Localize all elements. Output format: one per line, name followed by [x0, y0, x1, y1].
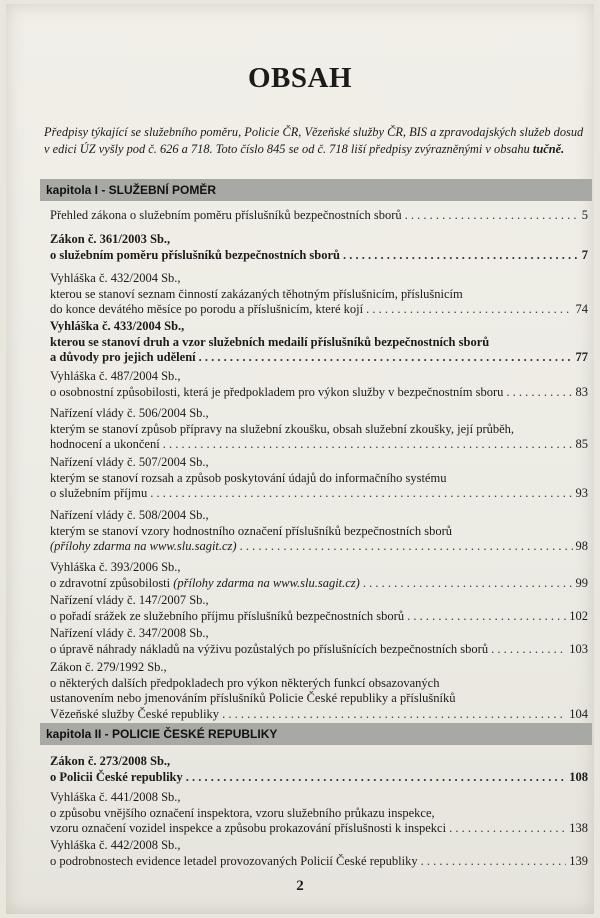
entry-law: Vyhláška č. 441/2008 Sb., — [50, 790, 181, 804]
entry-law: Vyhláška č. 433/2004 Sb., — [50, 319, 185, 333]
entry-law: Vyhláška č. 442/2008 Sb., — [50, 838, 181, 852]
entry-title: o podrobnostech evidence letadel provozovaných Policií České republiky — [50, 853, 418, 868]
entry-line: ustanovením nebo jmenováním příslušníků Policie České republiky a příslušníků — [50, 691, 456, 705]
entry-title: o zdravotní způsobilosti — [50, 575, 171, 590]
entry-line: o způsobu vnějšího označení inspektora, vzoru služebního průkazu inspekce, — [50, 805, 435, 820]
entry-page: 7 — [581, 247, 588, 262]
entry-page: 77 — [575, 350, 588, 364]
entry-page: 139 — [569, 853, 588, 868]
toc-entry[interactable] — [50, 660, 588, 722]
entry-law: Zákon č. 361/2003 Sb., — [50, 232, 171, 246]
entry-law: Zákon č. 279/1992 Sb., — [50, 660, 167, 674]
toc-entry[interactable] — [50, 593, 588, 624]
entry-page: 104 — [569, 706, 588, 721]
entry-line: o některých dalších předpokladech pro výkon některých funkcí obsazovaných — [50, 675, 440, 690]
entry-note: (přílohy zdarma na www.slu.sagit.cz) — [173, 575, 360, 590]
leader-dots — [240, 539, 573, 555]
entry-title: o pořadí srážek ze služebního příjmu příslušníků bezpečnostních sborů — [50, 608, 405, 623]
entry-title: a důvody pro jejich udělení — [50, 350, 196, 364]
entry-page: 98 — [575, 539, 588, 553]
entry-law: Vyhláška č. 393/2006 Sb., — [50, 560, 181, 574]
entry-page: 85 — [575, 437, 588, 451]
toc-entry[interactable] — [50, 626, 588, 657]
leader-dots — [449, 821, 566, 837]
toc-entry[interactable] — [50, 754, 588, 785]
leader-dots — [405, 208, 579, 224]
leader-dots — [491, 642, 566, 658]
entry-page: 102 — [569, 608, 588, 623]
entry-page: 108 — [569, 769, 588, 784]
entry-law: Nařízení vlády č. 347/2008 Sb., — [50, 626, 209, 640]
entry-law: Nařízení vlády č. 147/2007 Sb., — [50, 593, 209, 607]
entry-page: 74 — [575, 302, 588, 316]
toc-entry[interactable] — [50, 271, 588, 318]
entry-title: Vězeňské služby České republiky — [50, 706, 220, 721]
entry-page: 5 — [581, 208, 588, 222]
leader-dots — [222, 707, 566, 723]
entry-title: o Policii České republiky — [50, 769, 183, 784]
leader-dots — [421, 854, 567, 870]
leader-dots — [407, 609, 566, 625]
intro-text: Předpisy týkající se služebního poměru, Policie ČR, Vězeňské služby ČR, BIS a zpravodajských služeb dosud v edici ÚZ vyšly pod č. 626 a 718. Toto číslo 845 se od č. 718 liší předpisy zvýrazněnými v obsahu — [44, 125, 584, 156]
entry-title: o úpravě náhrady nákladů na výživu pozůstalých po příslušnících bezpečnostních sborů — [50, 641, 489, 656]
leader-dots — [363, 576, 573, 592]
toc-entry[interactable] — [50, 369, 588, 400]
entry-title: hodnocení a ukončení — [50, 437, 160, 451]
intro-paragraph — [44, 124, 584, 158]
chapter-heading-1: kapitola I - SLUŽEBNÍ POMĚR — [40, 179, 592, 201]
toc-entry[interactable] — [50, 790, 588, 837]
entry-law: Vyhláška č. 487/2004 Sb., — [50, 369, 181, 383]
page-number: 2 — [296, 878, 304, 894]
leader-dots — [343, 248, 579, 264]
entry-title: (přílohy zdarma na www.slu.sagit.cz) — [50, 539, 237, 553]
toc-entry[interactable] — [50, 508, 588, 555]
entry-line: kterou se stanoví seznam činností zakázaných těhotným příslušnicím, příslušnicím — [50, 286, 463, 301]
toc-entry[interactable] — [50, 232, 588, 263]
entry-title: o služebním poměru příslušníků bezpečnostních sborů — [50, 247, 340, 262]
toc-entry[interactable] — [50, 838, 588, 869]
leader-dots — [199, 350, 573, 366]
intro-bold-word: tučně. — [532, 142, 565, 156]
toc-entry[interactable] — [50, 208, 588, 224]
entry-law: Zákon č. 273/2008 Sb., — [50, 754, 171, 768]
entry-line: kterým se stanoví vzory hodnostního označení příslušníků bezpečnostních sborů — [50, 523, 453, 538]
entry-title: Přehled zákona o služebním poměru příslušníků bezpečnostních sborů — [50, 208, 402, 222]
entry-page: 138 — [569, 821, 588, 835]
entry-law: Nařízení vlády č. 508/2004 Sb., — [50, 508, 209, 522]
entry-page: 103 — [569, 641, 588, 656]
entry-line: kterým se stanoví rozsah a způsob poskytování údajů do informačního systému — [50, 470, 447, 485]
entry-title: o osobnostní způsobilosti, která je předpokladem pro výkon služby v bezpečnostním sboru — [50, 384, 504, 399]
entry-line: kterým se stanoví způsob přípravy na služební zkoušku, obsah služební zkoušky, její průběh, — [50, 421, 515, 436]
toc-entry[interactable] — [50, 455, 588, 502]
entry-page: 93 — [575, 486, 588, 500]
entry-title: vzoru označení vozidel inspekce a způsobu prokazování příslušnosti k inspekci — [50, 821, 447, 835]
entry-line: kterou se stanoví druh a vzor služebních medailí příslušníků bezpečnostních sborů — [50, 334, 490, 349]
toc-entry[interactable] — [50, 560, 588, 591]
toc-entry[interactable] — [50, 406, 588, 453]
entry-page: 99 — [575, 575, 588, 590]
chapter-heading-2: kapitola II - POLICIE ČESKÉ REPUBLIKY — [40, 723, 592, 745]
entry-law: Nařízení vlády č. 507/2004 Sb., — [50, 455, 209, 469]
leader-dots — [163, 437, 573, 453]
entry-title: o služebním příjmu — [50, 486, 148, 500]
leader-dots — [150, 486, 572, 502]
entry-title: do konce devátého měsíce po porodu a příslušnicím, které kojí — [50, 302, 364, 316]
document-page — [6, 4, 594, 914]
entry-law: Vyhláška č. 432/2004 Sb., — [50, 271, 181, 285]
entry-page: 83 — [575, 384, 588, 399]
leader-dots — [506, 385, 572, 401]
entry-law: Nařízení vlády č. 506/2004 Sb., — [50, 406, 209, 420]
leader-dots — [186, 770, 566, 786]
toc-entry[interactable] — [50, 319, 588, 366]
page-title: OBSAH — [247, 62, 353, 94]
leader-dots — [366, 302, 572, 318]
